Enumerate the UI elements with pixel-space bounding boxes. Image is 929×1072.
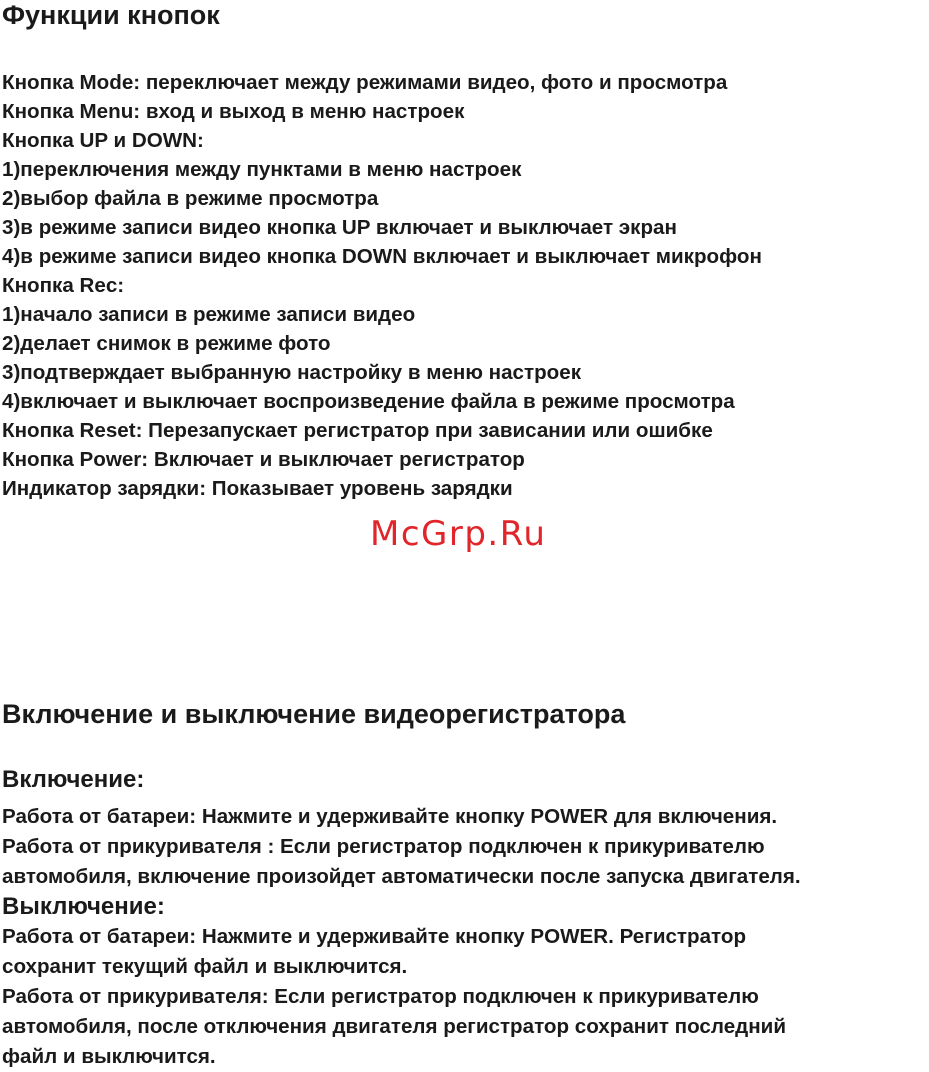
text-line: файл и выключится. [2,1045,216,1068]
text-line: Работа от батареи: Нажмите и удерживайте кнопку POWER для включения. [2,805,778,828]
text-line: сохранит текущий файл и выключится. [2,955,408,978]
text-line: Кнопка Mode: переключает между режимами видео, фото и просмотра [2,71,728,94]
text-line: автомобиля, после отключения двигателя регистратор сохранит последний [2,1015,786,1038]
text-line: Работа от батареи: Нажмите и удерживайте кнопку POWER. Регистратор [2,925,747,948]
power-on-heading: Включение: [2,766,145,793]
power-off-heading: Выключение: [2,893,165,920]
button-functions-list [2,68,762,503]
text-line: 3)подтверждает выбранную настройку в меню настроек [2,361,582,384]
power-on-list [2,802,801,892]
text-line: 1)начало записи в режиме записи видео [2,303,416,326]
text-line: 2)выбор файла в режиме просмотра [2,187,379,210]
text-line: Кнопка Menu: вход и выход в меню настроек [2,100,465,123]
text-line: 1)переключения между пунктами в меню настроек [2,158,522,181]
text-line: Кнопка Rec: [2,274,125,297]
power-off-list [2,922,786,1072]
text-line: Работа от прикуривателя : Если регистратор подключен к прикуривателю [2,835,765,858]
section-title-power-on-off: Включение и выключение видеорегистратора [2,699,626,729]
text-line: Кнопка Reset: Перезапускает регистратор при зависании или ошибке [2,419,713,442]
text-line: 3)в режиме записи видео кнопка UP включает и выключает экран [2,216,677,239]
text-line: Кнопка UP и DOWN: [2,129,204,152]
section-title-button-functions: Функции кнопок [2,0,220,30]
text-line: Кнопка Power: Включает и выключает регистратор [2,448,525,471]
text-line: Индикатор зарядки: Показывает уровень зарядки [2,477,513,500]
text-line: автомобиля, включение произойдет автоматически после запуска двигателя. [2,865,801,888]
text-line: 2)делает снимок в режиме фото [2,332,331,355]
watermark: McGrp.Ru [370,514,547,554]
text-line: Работа от прикуривателя: Если регистратор подключен к прикуривателю [2,985,759,1008]
text-line: 4)включает и выключает воспроизведение файла в режиме просмотра [2,390,735,413]
text-line: 4)в режиме записи видео кнопка DOWN включает и выключает микрофон [2,245,762,268]
